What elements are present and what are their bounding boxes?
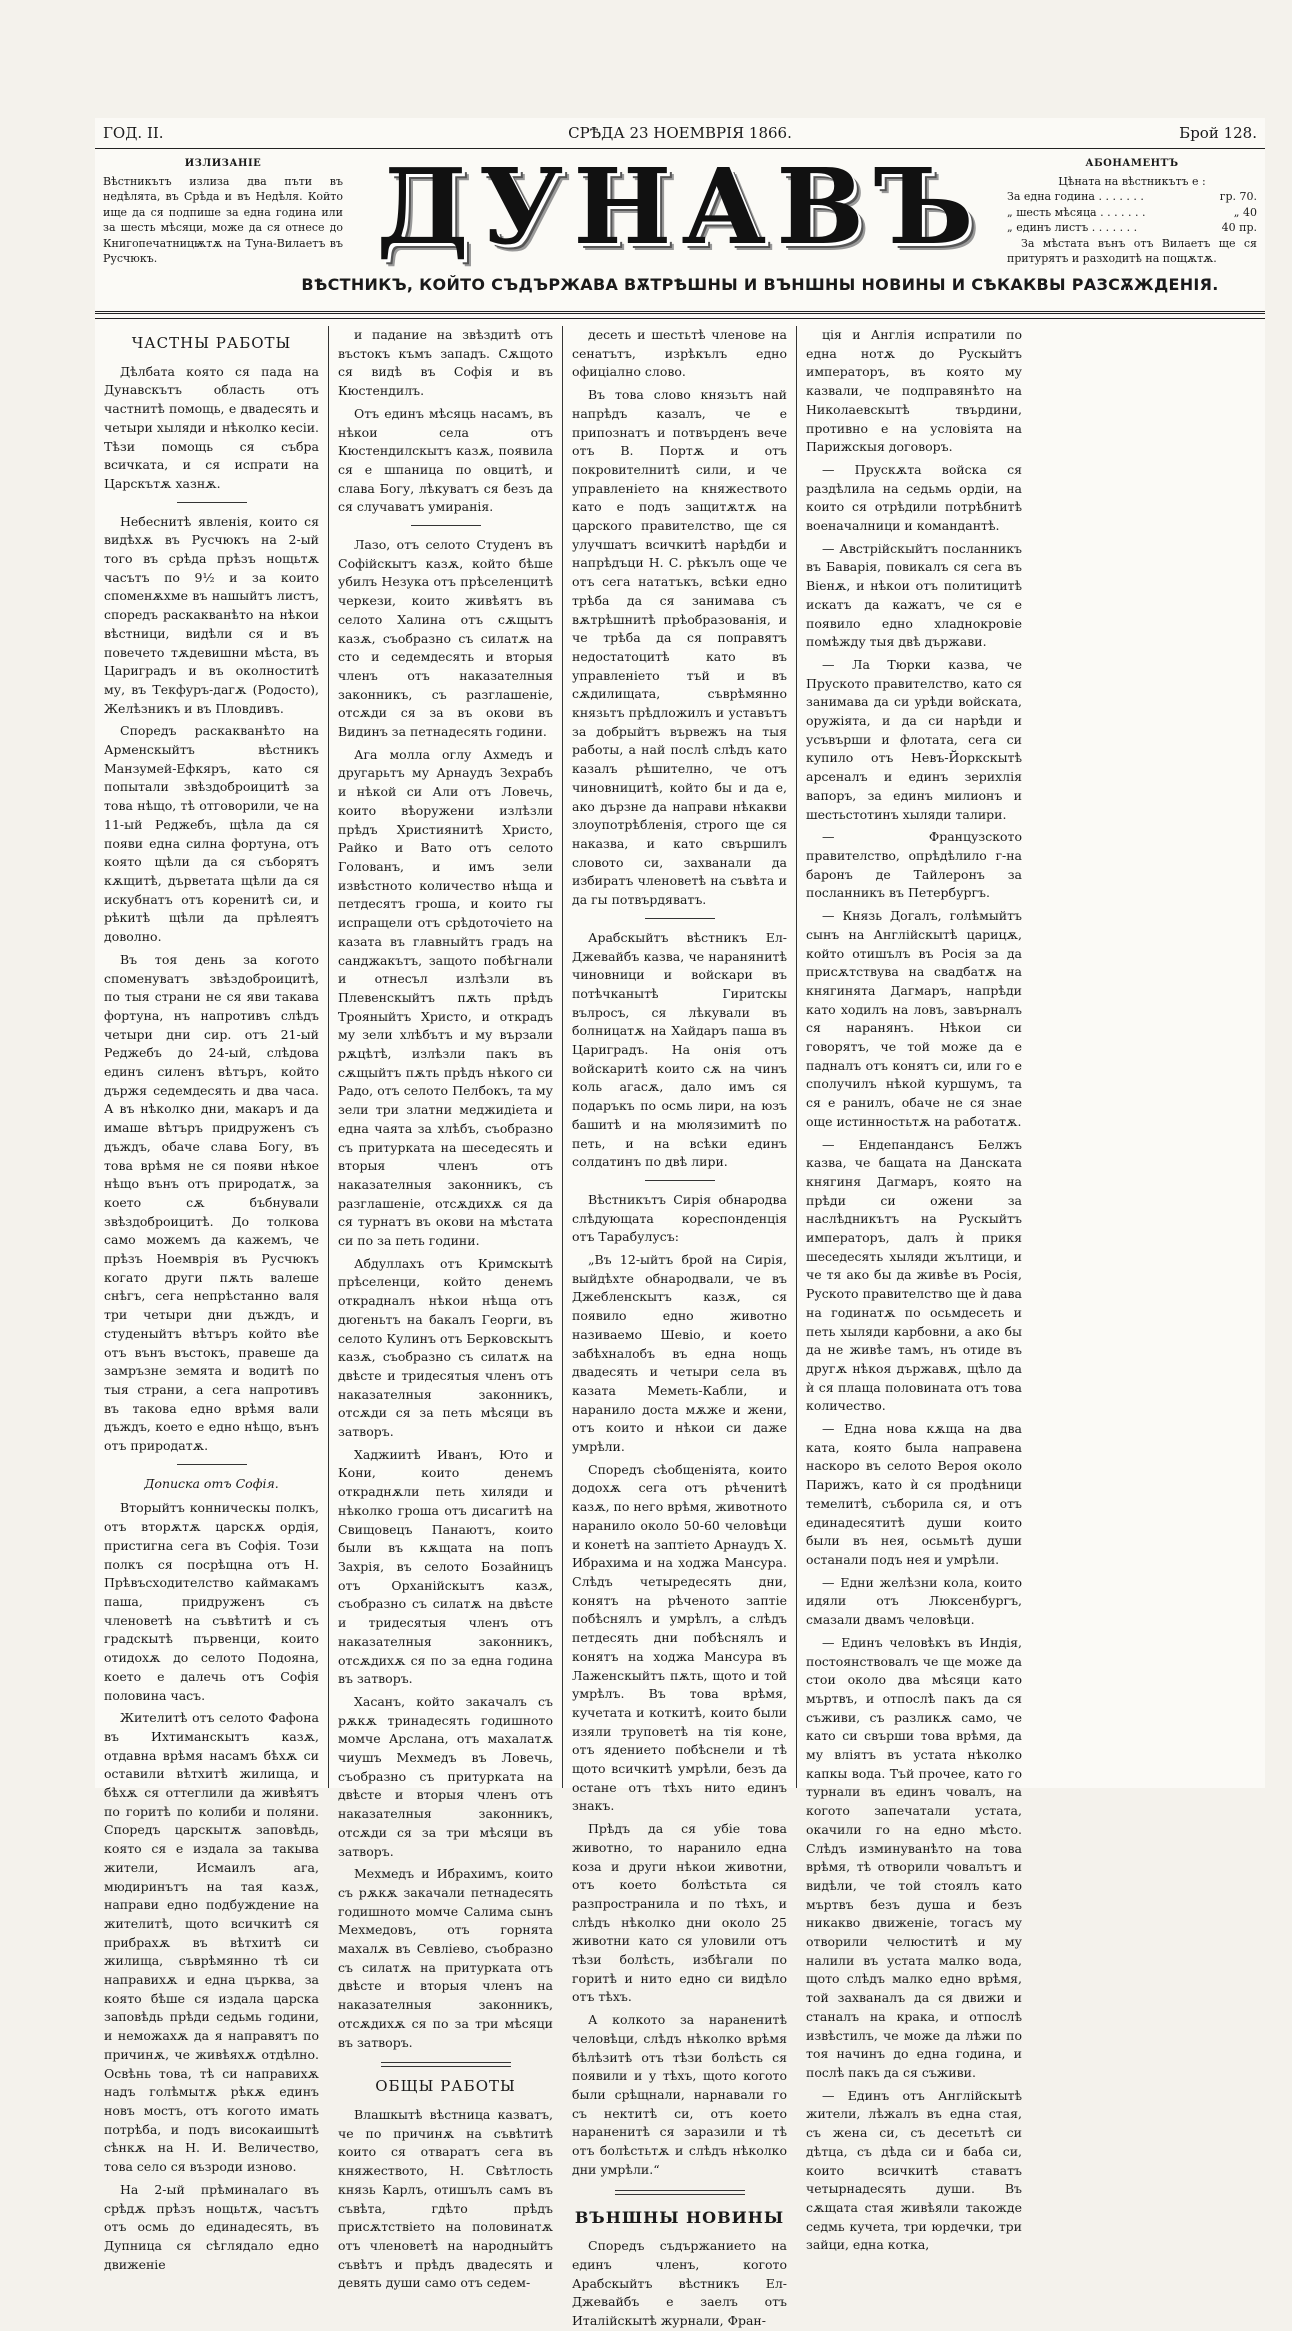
separator	[645, 918, 715, 919]
article-paragraph: — Единъ человѣкъ въ Индія, постоянствовалъ че ще може да стои около два мѣсяци като мъртвъ, и отпослѣ пакъ да ся съживи, съ разликѫ само, че като си свърши това врѣмя, да му вліятъ въ устата нѣколко капкы вода. Тъй прочее, като го турнали въ единъ човалъ, на когото запечатали устата, окачили го на едно мѣсто. Слѣдъ изминуванѣто на това врѣмя, тѣ отворили човалътъ и видѣли, че той стоялъ като мъртвъ безъ душа и безъ никакво движеніе, тогасъ му отворили челюститѣ и му налили въ устата малко вода, щото слѣдъ малко едно врѣмя, той захваналъ да ся движи и станалъ на крака, и отпослѣ извѣстилъ, че може да лѣжи по тоя начинъ до една година, и послѣ пакъ да ся съживи.	[806, 1634, 1022, 2080]
year-label: ГОД. II.	[103, 124, 164, 142]
article-paragraph: Вторыйтъ конническы полкъ, отъ вторѫтѫ царскѫ ордія, пристигна сега въ Софія. Този полкъ ся посрѣщна отъ Н. Прѣвъсходителство каймакамъ паша, придруженъ съ членоветѣ на съвѣтитѣ и съ градскытѣ първенци, които отидохѫ до селото Подояна, което е далечь отъ Софія половина часъ.	[104, 1500, 319, 1703]
price-value: 40 пр.	[1221, 221, 1257, 234]
article-paragraph: Въ това слово князьтъ най напрѣдъ казалъ, че е припознатъ и потвърденъ вече отъ В. Портѫ и отъ покровителнитѣ сили, и че управленіето на княжеството като е подъ защитѫтѫ на царского правителство, ще ся улучшатъ всичкитѣ нарѣдби и напрѣдъци Н. С. рѣкълъ още че отъ сега нататъкъ, всѣки едно трѣба да ся занимава съ вѫтрѣшнитѣ прѣобразованія, и че трѣба да ся поправятъ недостатоцитѣ като въ управленіето тъй и въ сѫдилищата, съврѣмянно князьтъ прѣдложилъ и уставътъ за добрыйтъ вървежъ на тыя работы, а най послѣ слѣдъ като казалъ рѣшително, че отъ чиновницитѣ, който бы и да е, ако дързне да направи нѣкакви злоупотрѣбленія, строго ще ся наказва, и като свършилъ словото си, захванали да избиратъ членоветѣ на съвѣта и да гы потвърдяватъ.	[572, 387, 787, 908]
article-paragraph: Арабскыйтъ вѣстникъ Ел-Джевайбъ казва, че наранянитѣ чиновници и войскари въ потѣчканытѣ Гиритскы вълросъ, ся лѣкували въ болницатѫ на Хайдаръ паша въ Цариградъ. На онія отъ войскаритѣ които сѫ на чинъ коль агасѫ, дало имъ ся подаръкъ по осмь лири, на юзъ башитѣ и на мюлязимитѣ по петь, и на всѣки единъ солдатинъ по двѣ лири.	[572, 929, 787, 1170]
newspaper-title: ДУНАВЪ	[376, 145, 984, 268]
article-paragraph: Отъ единъ мѣсяць насамъ, въ нѣкои села отъ Кюстендилскытъ казѫ, появила ся е шпаница по овцитѣ, и слава Богу, лѣкуватъ ся безъ да ся случаватъ умиранія.	[338, 405, 553, 515]
issue-date: СРѢДА 23 НОЕМВРІЯ 1866.	[568, 124, 792, 142]
article-paragraph: Лазо, отъ селото Студенъ въ Софійскытъ казѫ, който бѣше убилъ Незука отъ прѣселенцитѣ черкези, които живѣятъ въ селото Халина отъ сѫщытъ казѫ, съобразно съ силатѫ на сто и седемдесять и вторыя членъ отъ наказателныя законникъ, съ разглашеніе, отсѫди ся за въ окови въ Видинъ за петнадесять години.	[338, 537, 553, 740]
subscription-intro: Цѣната на вѣстникътъ е :	[1058, 174, 1206, 188]
article-paragraph: — Едни желѣзни кола, които идяли отъ Люксенбургъ, смазали двамъ человѣци.	[806, 1574, 1022, 1628]
top-line	[95, 124, 1265, 146]
article-paragraph: Влашкытѣ вѣстница казватъ, че по причинѫ на съвѣтитѣ които ся отваратъ сега въ княжеството, Н. Свѣтлость князь Карлъ, отишълъ самъ въ съвѣта, гдѣто прѣдъ присѫтствіето на половинатѫ отъ членоветѣ на народныйтъ съвѣтъ и прѣдъ двадесять и девять души само отъ седем-	[338, 2106, 553, 2291]
publication-heading: ИЗЛИЗАНІЕ	[184, 158, 262, 169]
newspaper-subtitle: ВѢСТНИКЪ, КОЙТО СЪДЪРЖАВА ВѪТРѢШНЫ И ВЪНШНЫ НОВИНЫ И СѢКАКВЫ РАЗСѪЖДЕНІЯ.	[301, 275, 1219, 294]
separator	[177, 1464, 247, 1465]
article-paragraph: — Князь Догалъ, голѣмыйтъ сынъ на Англійскытѣ царицѫ, който отишълъ въ Росія за да присѫтствува на свадбатѫ на княгинята Дагмаръ, напрѣди като ходилъ на ловъ, завърналъ ся наранянъ. Нѣкои си говорятъ, че той може да е падналъ отъ конятъ си, или го е сполучилъ нѣкой куршумъ, та ся е ранилъ, обаче не ся знае още истинностьтѫ на работатѫ.	[806, 908, 1022, 1129]
double-separator	[381, 2062, 511, 2067]
masthead-rule	[95, 311, 1265, 319]
subscription-heading: АБОНАМЕНТЪ	[1085, 158, 1179, 169]
issue-number: Брой 128.	[1179, 124, 1257, 142]
section-heading: ВЪНШНЫ НОВИНЫ	[574, 2207, 785, 2227]
article-paragraph: Вѣстникътъ Сирія обнародва слѣдующата кореспонденція отъ Тарабулусъ:	[572, 1191, 787, 1245]
price-label: „ единъ листъ . . . . . . .	[1007, 221, 1138, 234]
article-paragraph: Прѣдъ да ся убіе това животно, то наранило една коза и други нѣкои животни, отъ което болѣстьта ся разпространила и по тѣхъ, и слѣдъ нѣколко дни около 25 животни като ся уловили отъ тѣзи болѣсть, избѣгали по горитѣ и нито едно си видѣло отъ тѣхъ.	[572, 1821, 787, 2005]
publication-text: Вѣстникътъ излиза два пъти въ недѣлята, въ Срѣда и въ Недѣля. Който ище да ся подпише за една година или за шесть мѣсяци, може да ся отнесе до Книгопечатницѭтѫ на Туна-Вилаетъ въ Русчюкъ.	[103, 174, 343, 265]
article-paragraph: — Единъ отъ Англійскытѣ жители, лѣжалъ въ една стая, съ жена си, съ десетьтѣ си дѣтца, съ дѣда си и баба си, които всичкитѣ ставатъ четырнадесять души. Въ сѫщата стая живѣяли такожде седмь кучета, три юрдечки, три зайци, една котка,	[806, 2087, 1022, 2253]
column-4	[797, 326, 1031, 2253]
separator	[177, 502, 247, 503]
article-paragraph: Хаджиитѣ Иванъ, Юто и Кони, които денемъ откраднѫли петь хиляди и нѣколко гроша отъ дисагитѣ на Свищовецъ Панаютъ, които были въ кѫщата на попъ Захрія, въ селото Бозайницъ отъ Орханійскытъ казѫ, съобразно съ силатѫ на двѣсте и тридесятыя членъ отъ наказателныя законникъ, отсѫдихѫ ся по за една година въ затворъ.	[338, 1446, 553, 1687]
publication-box	[103, 156, 343, 267]
article-paragraph: Абдуллахъ отъ Кримскытѣ прѣселенци, който денемъ открадналъ нѣкои нѣща отъ дюгеньтъ на бакалъ Георги, въ селото Кулинъ отъ Берковскытъ казѫ, съобразно съ силатѫ на двѣсте и тридесятыя членъ отъ наказателныя законникъ, отсѫди ся за петь мѣсяци въ затворъ.	[338, 1255, 553, 1440]
article-paragraph: А колкото за нараненитѣ человѣци, слѣдъ нѣколко врѣмя бѣлѣзитѣ отъ тѣзи болѣсть ся появили и у тѣхъ, щото когото были срѣщнали, нарнавали го съ нектитѣ си, отъ което нараненитѣ ся заразили и тѣ отъ болѣстьтѫ и слѣдъ нѣколко дни умрѣли.“	[572, 2012, 787, 2177]
price-label: „ шесть мѣсяца . . . . . . .	[1007, 205, 1146, 219]
price-value: гр. 70.	[1219, 190, 1257, 203]
price-row	[1007, 189, 1257, 205]
article-paragraph: — Французското правителство, опрѣдѣлило г-на баронъ де Тайлеронъ за посланникъ въ Петербургъ.	[806, 829, 1022, 901]
article-paragraph: Споредъ раскакванѣто на Арменскыйтъ вѣстникъ Манзумей-Ефкяръ, като ся попытали звѣздоброицитѣ за това нѣщо, тѣ отговорили, че на 11-ый Реджебъ, щѣла да ся появи една силна фортуна, отъ която щѣли да ся съборятъ кѫщитѣ, дърветата щѣли да ся искубнатъ отъ коренитѣ си, и рѣкитѣ щѣли да прѣлеятъ доволно.	[104, 723, 319, 945]
masthead	[345, 145, 1015, 268]
price-value: „ 40	[1233, 205, 1257, 219]
article-paragraph: Небеснитѣ явленія, които ся видѣхѫ въ Русчюкъ на 2-ый того въ срѣда прѣзъ нощьтѫ часътъ по 9½ и за които споменѫхме въ нашыйтъ листъ, споредъ раскакванѣто на нѣкои вѣстници, видѣли ся и въ повечето тѫдевишни мѣста, въ Цариградъ и въ околноститѣ му, въ Текфуръ-дагѫ (Родосто), Желѣзникъ и въ Пловдивъ.	[104, 513, 319, 716]
article-paragraph: Дѣлбата която ся пада на Дунавскътъ область отъ частнитѣ помощь, е двадесять и четыри хыляди и нѣколко кесіи. Тѣзи помощь ся събра всичката, и ся испрати на Царскътѫ хазнѫ.	[104, 363, 319, 491]
article-paragraph: — Една нова кѫща на два ката, която была направена наскоро въ селото Вероя около Парижъ, като ѝ ся продѣници темелитѣ, съборила ся, и отъ единадесятитѣ души които были въ нея, осьмьтѣ души останали подъ нея и умрѣли.	[806, 1421, 1022, 1567]
article-paragraph: Споредъ сѣобщеніята, които додохѫ сега отъ рѣченитѣ казѫ, по него врѣмя, животното наранило около 50-60 человѣци и конетѣ на заптіето Арнаудъ Х. Ибрахима и на ходжа Мансура. Слѣдъ четыредесять дни, конятъ на рѣченото заптіе побѣснялъ и умрѣлъ, а слѣдъ петдесять дни побѣснялъ и конятъ на ходжа Мансура въ Лаженскыйтъ пѫть, щото и той умрѣлъ. Въ това врѣмя, кучетата и коткитѣ, които были изяли труповетѣ на тія коне, отъ ядението побѣснели и тѣ щото всичкитѣ умрѣли, безъ да остане отъ тѣхъ нито единъ знакъ.	[572, 1461, 787, 1814]
price-row	[1007, 220, 1257, 236]
article-paragraph: Жителитѣ отъ селото Фафона въ Ихтиманскытъ казѫ, отдавна врѣмя насамъ бѣхѫ си оставили вѣтхитѣ жилища, и бѣхѫ ся оттеглили да живѣятъ по горитѣ по колиби и поляни. Споредъ царскытѫ заповѣдь, която ся е издала за такыва жители, Исмаилъ ага, мюдиринътъ на тая казѫ, направи едно подбуждение на жителитѣ, щото всичкитѣ ся прибрахѫ въ вѣтхитѣ си жилища, съврѣмянно тѣ си направихѫ и една църква, за която бѣше ся издала царска заповѣдь прѣди седьмь години, и неможахѫ да я направятъ по причинѫ, че живѣяхѫ отдѣлно. Освѣнь това, тѣ си направихѫ надъ голѣмытѫ рѣкѫ единъ новъ мостъ, отъ когото имать потрѣба, и подъ високаишытѣ сѣнкѫ на Н. И. Величество, това село ся възроди изново.	[104, 1710, 319, 2175]
article-paragraph: Ага молла оглу Ахмедъ и другарьтъ му Арнаудъ Зехрабъ и нѣкой си Али отъ Ловечь, които вѣоружени излѣзли прѣдъ Християнитѣ Христо, Райко и Вато отъ селото Голованъ, и имъ зели извѣстното количество нѣща и петдесятъ гроша, и които гы испращели отъ срѣдоточіето на казата въ главныйтъ градъ на санджакътъ, защото побѣгнали и отнесъл излѣзли въ Плевенскыйтъ пѫть прѣдъ Трояныйтъ Христо, и открадъ му зели хлѣбътъ и му вързали рѫцѣтѣ, излѣзли пакъ въ сѫщыйтъ пѫть прѣдъ нѣкого си Радо, отъ селото Пелбокъ, та му зели три златни меджидіета и една чаята за хлѣбъ, съобразно съ притурката на шеседесять и вторыя членъ отъ наказателныя законникъ, съ разглашеніе, отсѫдихѫ ся да ся турнатъ въ окови на мѣстата си по за петь години.	[338, 746, 553, 1249]
section-heading: ОБЩЫ РАБОТЫ	[375, 2077, 516, 2096]
article-paragraph: и падание на звѣздитѣ отъ въстокъ къмъ западъ. Сѫщото ся видѣ въ Софія и въ Кюстендилъ.	[338, 327, 553, 399]
price-row	[1007, 205, 1257, 221]
subscription-box	[1007, 156, 1257, 267]
subscription-note: За мѣстата вънъ отъ Вилаетъ ще ся притурятъ и разходитѣ на пощѫтѫ.	[1007, 236, 1257, 265]
article-paragraph: — Прускѫта войска ся раздѣлила на седьмь ордіи, на които ся отрѣдили потрѣбнитѣ военачалници и командантѣ.	[806, 461, 1022, 534]
column-3	[563, 326, 797, 2329]
double-separator	[615, 2190, 745, 2195]
article-paragraph: десеть и шестьтѣ членове на сенатътъ, изрѣкълъ едно офиціално слово.	[572, 327, 787, 380]
section-heading: ЧАСТНЫ РАБОТЫ	[131, 334, 292, 352]
article-paragraph: ція и Англія испратили по една нотѫ до Рускыйтъ императоръ, въ която му казвали, че подправянѣто на Николаевскытѣ твърдини, противно е на условіята на Парижскыя договоръ.	[806, 327, 1022, 455]
article-paragraph: Мехмедъ и Ибрахимъ, които съ рѫкѫ закачали петнадесять годишното момче Салима сынъ Мехмедовъ, отъ горнята махалѫ въ Севліево, съобразно съ силатѫ на притурката отъ двѣсте и вторыя членъ на наказателныя законникъ, отсѫдихѫ ся по за три мѣсяци въ затворъ.	[338, 1866, 553, 2050]
article-paragraph: — Ла Тюрки казва, че Пруското правителство, като ся занимава да си урѣди войската, оружіята, и да си нарѣди и усъвърши и флотата, сега си купило отъ Невъ-Йоркскытѣ арсеналъ и единъ зерихлія вапоръ, за единъ милионъ и шестьстотинъ хыляди талири.	[806, 656, 1022, 822]
newspaper-page	[95, 118, 1265, 2329]
separator	[645, 1180, 715, 1181]
dateline: Дописка отъ Софія.	[144, 1475, 279, 1491]
price-label: За една година . . . . . . .	[1007, 190, 1144, 203]
article-paragraph: Хасанъ, който закачалъ съ рѫкѫ тринадесять годишното момче Арслана, отъ махалатѫ чиушъ Мехмедъ въ Ловечь, съобразно съ притурката на двѣсте и вторыя членъ отъ наказателныя законникъ, отсѫди ся за три мѣсяци въ затворъ.	[338, 1693, 553, 1859]
article-paragraph: Въ тоя день за когото споменуватъ звѣздоброицитѣ, по тыя страни не ся яви такава фортуна, нъ напротивъ слѣдъ четыри дни сир. отъ 21-ый Реджебъ до 24-ый, слѣдова единъ силенъ вѣтъръ, който държя седемдесять и два часа. А въ нѣколко дни, макаръ и да имаше вѣтъръ придруженъ съ дъждъ, обаче слава Богу, въ това врѣмя не ся появи нѣкое нѣщо вънъ отъ природатѫ, за което сѫ бъбнували звѣздоброицитѣ. До толкова само можемъ да кажемъ, че прѣзъ Ноемврія въ Русчюкъ когато други пѫть валеше снѣгъ, сега непрѣстанно валя три четыри дни дъждъ, и студеныйтъ вѣтъръ който вѣе отъ вънъ въстокъ, правеше да замръзне земята и водитѣ по тыя страни, а сега напротивъ въ такова едно врѣмя вали дъждъ, което е едно нѣщо, вънъ отъ природатѫ.	[104, 951, 319, 1454]
column-1	[95, 326, 329, 2272]
article-paragraph: „Въ 12-ыйтъ брой на Сирія, выйдѣхте обнародвали, че въ Джебленскытъ казѫ, ся появило едно животно називаемо Шевіо, и което забѣхналобъ въ една нощь двадесять и четыри села въ казата Меметь-Кабли, и наранило доста мѫже и жени, отъ които и нѣкои си даже умрѣли.	[572, 1252, 787, 1455]
article-paragraph: На 2-ый прѣминалаго въ срѣдѫ прѣзъ нощьтѫ, часътъ отъ осмь до единадесять, въ Дупница ся сѣглядало едно движеніе	[104, 2181, 319, 2272]
article-paragraph: — Ендепандансъ Белжъ казва, че бащата на Данската княгиня Дагмаръ, която на прѣди си ожени за наслѣдникътъ на Рускыйтъ императоръ, далъ ѝ прикя шеседесять хыляди жълтици, и че тя ако бы да живѣе въ Росія, Руското правителство ще ѝ дава на годинатѫ по осьмдесеть и петь хыляди карбовни, а ако бы да не живѣе тамъ, нъ отиде въ другѫ нѣкоя държавѫ, щѣло да ѝ ся плаща половината отъ това количество.	[806, 1136, 1022, 1414]
article-columns	[95, 326, 1265, 2329]
column-2	[329, 326, 563, 2291]
article-paragraph: Споредъ съдържанието на единъ членъ, когото Арабскыйтъ вѣстникъ Ел-Джевайбъ е заелъ отъ Италійскытѣ журнали, Фран-	[572, 2238, 787, 2329]
separator	[411, 525, 481, 526]
article-paragraph: — Австрійскыйтъ посланникъ въ Баварія, повикалъ ся сега въ Віенѫ, и нѣкои отъ политицитѣ искатъ да кажатъ, че ся е появило едно хладнокровіе помѣжду тыя двѣ държави.	[806, 540, 1022, 650]
